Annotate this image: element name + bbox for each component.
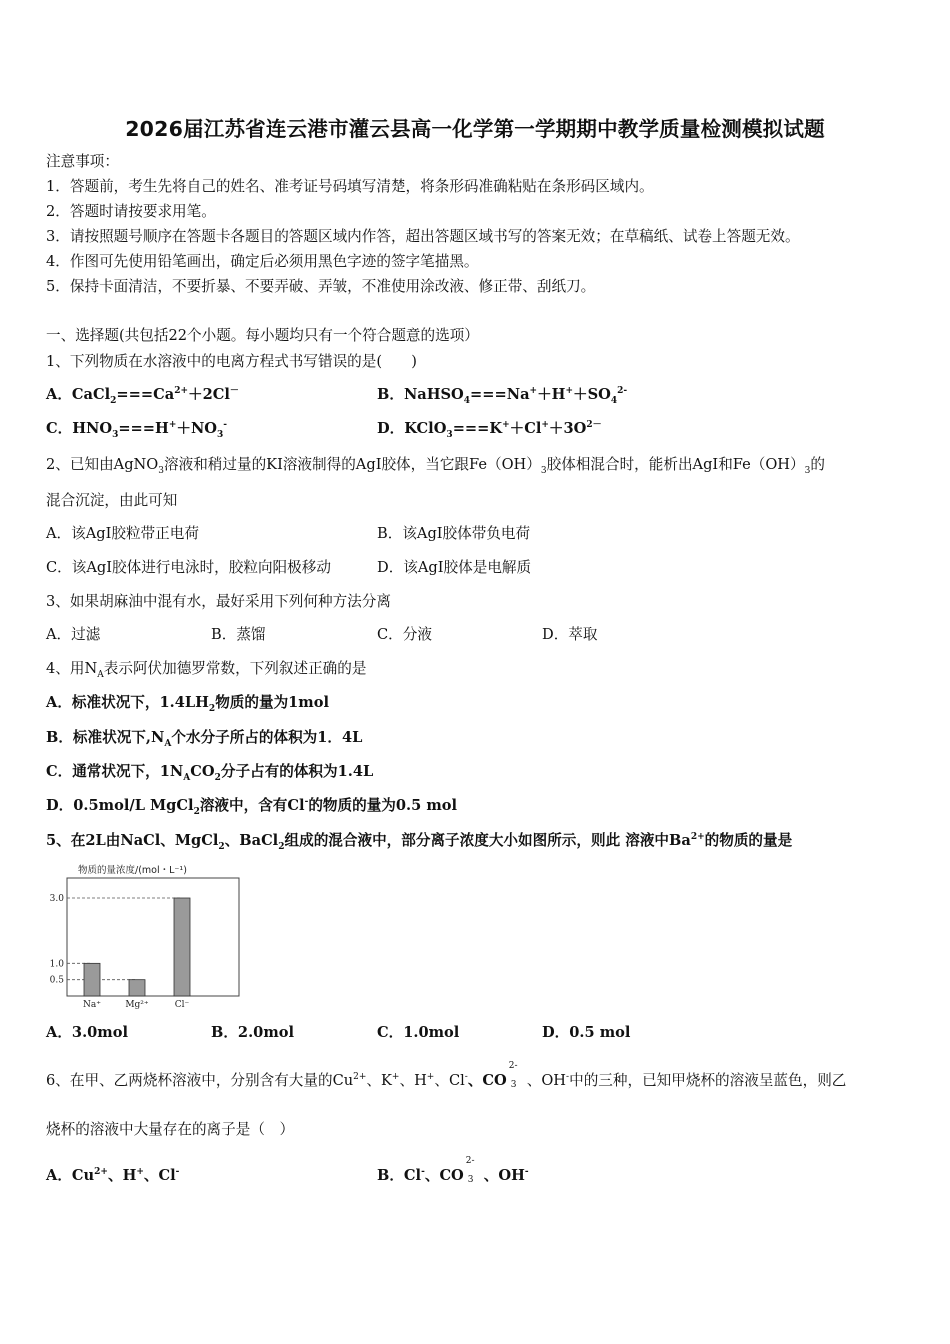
- question-2-stem-cont: 混合沉淀，由此可知: [46, 492, 178, 509]
- question-6-stem-cont: 烧杯的溶液中大量存在的离子是（ ）: [46, 1121, 295, 1138]
- y-tick-label: 3.0: [49, 894, 64, 904]
- question-6-stem: 6、在甲、乙两烧杯溶液中，分别含有大量的$Cu^{2+}$、K+、H+、Cl-、CO 2- 3 、OH-中的三种，已知甲烧杯的溶液呈蓝色，则乙: [46, 1061, 847, 1090]
- notice-item: 1．答题前，考生先将自己的姓名、准考证号码填写清楚，将条形码准确粘贴在条形码区域内。: [46, 178, 654, 195]
- chart-title: 物质的量浓度/(mol・L⁻¹): [78, 865, 187, 876]
- x-tick-label: Mg²⁺: [125, 1000, 149, 1010]
- q1-option-a: A．$CaCl_2===Ca^{2+}+2Cl^-$: [46, 386, 239, 406]
- notice-item: 2．答题时请按要求用笔。: [46, 203, 216, 220]
- q5-option-d: D．0.5 mol: [542, 1024, 631, 1041]
- section-heading: 一、选择题(共包括22个小题。每小题均只有一个符合题意的选项）: [46, 327, 479, 344]
- q3-option-c: C．分液: [377, 626, 432, 643]
- q3-option-b: B．蒸馏: [211, 626, 266, 643]
- notice-item: 5．保持卡面清洁，不要折暴、不要弄破、弄皱，不准使用涂改液、修正带、刮纸刀。: [46, 278, 596, 295]
- q5-option-a: A．3.0mol: [46, 1024, 129, 1041]
- question-1-stem: 1、下列物质在水溶液中的电离方程式书写错误的是( ): [46, 353, 417, 370]
- y-tick-label: 0.5: [49, 975, 64, 986]
- question-3-stem: 3、如果胡麻油中混有水，最好采用下列何种方法分离: [46, 593, 391, 610]
- q2-option-a: A．该AgI胶粒带正电荷: [46, 525, 199, 542]
- page-title: 2026届江苏省连云港市灌云县高一化学第一学期期中教学质量检测模拟试题: [125, 117, 825, 141]
- y-tick-label: 1.0: [49, 959, 64, 970]
- q6-option-b: B．Cl-、CO 2- 3 、OH-: [377, 1156, 529, 1185]
- q4-option-c: C．通常状况下，$1N_ACO_2$分子占有的体积为1.4L: [46, 763, 374, 783]
- question-2-stem: 2、已知由AgNO$_3$溶液和稍过量的KI溶液制得的AgI胶体，当它跟$Fe(OH)_3$胶体相混合时，能析出AgI和$Fe(OH)_3$的: [46, 456, 825, 476]
- notice-heading: 注意事项：: [46, 153, 119, 170]
- q1-option-d: D．$KClO_3===K^++Cl^++3O^{2-}$: [377, 420, 602, 440]
- ion-concentration-chart: [46, 862, 246, 1010]
- question-5-stem: 5、在2L由NaCl、MgCl$_2$、BaCl$_2$组成的混合液中，部分离子浓度大小如图所示，则此 溶液中$Ba^{2+}$的物质的量是: [46, 832, 793, 852]
- q4-option-a: A．标准状况下，$1.4LH_2$物质的量为1mol: [46, 694, 330, 714]
- x-tick-label: Cl⁻: [174, 1000, 190, 1010]
- q3-option-a: A．过滤: [46, 626, 101, 643]
- q2-option-d: D．该AgI胶体是电解质: [377, 559, 532, 576]
- q6-option-a: A．$Cu^{2+}$、H+、Cl-: [46, 1167, 180, 1184]
- bar-1: [84, 963, 100, 996]
- q2-option-c: C．该AgI胶体进行电泳时，胶粒向阳极移动: [46, 559, 331, 576]
- q5-option-c: C．1.0mol: [377, 1024, 460, 1041]
- q3-option-d: D．萃取: [542, 626, 598, 643]
- q4-option-d: D．0.5mol/L MgCl$_2$溶液中，含有Cl-的物质的量为0.5 mol: [46, 797, 458, 817]
- q1-option-b: B．$NaHSO_4===Na^++H^++SO_4^{2-}$: [377, 386, 628, 406]
- notice-item: 4．作图可先使用铅笔画出，确定后必须用黑色字迹的签字笔描黑。: [46, 253, 479, 270]
- q4-option-b: B．标准状况下$,N_A$个水分子所占的体积为1．4L: [46, 729, 363, 749]
- q1-option-c: C．$HNO_3===H^++NO_3^-$: [46, 420, 228, 440]
- q5-option-b: B．2.0mol: [211, 1024, 295, 1041]
- notice-item: 3．请按照题号顺序在答题卡各题目的答题区域内作答，超出答题区域书写的答案无效；在草稿纸、试卷上答题无效。: [46, 228, 800, 245]
- q2-option-b: B．该AgI胶体带负电荷: [377, 525, 531, 542]
- x-tick-label: Na⁺: [83, 1000, 101, 1010]
- bar-2: [129, 980, 145, 996]
- bar-3: [174, 898, 190, 996]
- question-4-stem: 4、用$N_A$表示阿伏加德罗常数，下列叙述正确的是: [46, 660, 367, 680]
